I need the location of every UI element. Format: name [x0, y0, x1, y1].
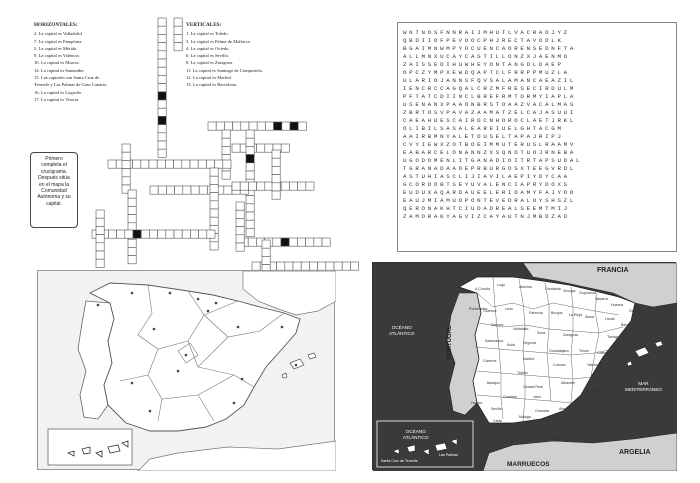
capital-dot	[207, 310, 210, 313]
crossword-cell[interactable]	[158, 125, 166, 133]
crossword-cell[interactable]	[257, 144, 265, 152]
crossword-cell[interactable]	[158, 84, 166, 92]
capital-dot	[97, 304, 100, 307]
crossword-cell[interactable]	[210, 168, 218, 176]
province-label: Toledo	[517, 371, 528, 375]
crossword-cell[interactable]	[272, 158, 280, 166]
clue-v-1: 1. La capital es Toledo.	[186, 31, 229, 37]
province-label: Cuenca	[553, 363, 566, 367]
crossword-cell[interactable]	[216, 122, 224, 130]
crossword-cell[interactable]	[208, 122, 216, 130]
crossword-cell[interactable]	[96, 210, 104, 218]
crossword-cell[interactable]	[158, 108, 166, 116]
atlantic-line: OCÉANO	[391, 325, 412, 330]
med-line: MEDITERRÁNEO	[625, 386, 663, 392]
crossword-cell[interactable]	[289, 182, 297, 190]
crossword-cell[interactable]	[222, 146, 230, 154]
crossword-cell[interactable]	[293, 262, 301, 270]
word-search-row: ZAMORAKYAGVIZCAYAUTNJMBDZAD	[403, 213, 570, 221]
clue-h-9: 16. La capital es Logroño.	[34, 89, 83, 95]
crossword-cell[interactable]	[246, 212, 254, 220]
label-atlantic-inset	[403, 429, 428, 440]
word-search-row: WNTNOSFNNRAIJMHUTLVACRADJYZ	[403, 29, 570, 36]
balearic-islands	[282, 353, 316, 378]
word-search-row: EUDUXAQARDAUEELERIDAMYFAJYOO	[403, 189, 577, 197]
word-search-row: ALLMNXUCAYCASTILLONZXJAENMO	[403, 53, 570, 61]
capital-dot	[241, 378, 244, 381]
province-label: Albacete	[561, 381, 575, 385]
crossword-cell[interactable]	[224, 186, 232, 194]
crossword-cell[interactable]	[158, 133, 166, 141]
capital-dot	[153, 328, 156, 331]
crossword-cell[interactable]	[248, 182, 256, 190]
province-label: Huelva	[471, 401, 483, 405]
crossword-cell[interactable]	[224, 122, 232, 130]
crossword-cell[interactable]	[342, 262, 350, 270]
crossword-cell[interactable]	[281, 182, 289, 190]
crossword-cell[interactable]	[199, 186, 207, 194]
word-search-row: USENANXPAAONBRSTOAAZVACALMAS	[403, 101, 577, 109]
crossword-block	[158, 116, 166, 124]
crossword-cell[interactable]	[301, 262, 309, 270]
word-search-panel	[397, 22, 677, 252]
word-search-row: UGODOMENLITGANADIOITRTAPSUDAL	[403, 157, 583, 165]
province-label: Córdoba	[503, 395, 517, 399]
crossword-cell[interactable]	[262, 248, 270, 256]
province-label: Alicante	[587, 389, 600, 393]
atlantic-inset-line: ATLÁNTICO	[403, 434, 429, 440]
province-label: A Coruña	[475, 287, 490, 291]
province-label: Álava	[585, 315, 594, 319]
clue-h-2: 7. La capital es Pamplona.	[34, 38, 83, 44]
word-search-row: BGAIMNWMPYOCUENCAORENSEDNFTA	[403, 45, 577, 53]
crossword-cell[interactable]	[183, 186, 191, 194]
crossword-cell[interactable]	[322, 238, 330, 246]
province-label: Valladolid	[513, 327, 529, 331]
instruction-note	[30, 152, 78, 228]
crossword-cell[interactable]	[318, 262, 326, 270]
crossword-cell[interactable]	[252, 262, 260, 270]
crossword-cell[interactable]	[246, 171, 254, 179]
clue-v-5: 8. La capital es Zaragoza.	[186, 60, 234, 66]
crossword-cell[interactable]	[117, 230, 125, 238]
crossword-cell[interactable]	[350, 262, 358, 270]
verticales-title: VERTICALES:	[186, 22, 222, 28]
crossword-cell[interactable]	[246, 146, 254, 154]
inset-island-label: Las Palmas	[439, 453, 458, 457]
crossword-cell[interactable]	[133, 160, 141, 168]
crossword-cell[interactable]	[272, 166, 280, 174]
crossword-cell[interactable]	[285, 262, 293, 270]
province-label: Ceuta	[503, 439, 513, 443]
crossword-cell[interactable]	[272, 175, 280, 183]
crossword-cell[interactable]	[141, 160, 149, 168]
crossword-cell[interactable]	[128, 206, 136, 214]
crossword-cell[interactable]	[96, 259, 104, 267]
blank-map-drawing	[38, 271, 336, 471]
province-label: Baleares	[639, 363, 654, 367]
crossword-cell[interactable]	[272, 183, 280, 191]
crossword-cell[interactable]	[236, 227, 244, 235]
word-search-row: PFTATCDIINCLBREFRMTORMYIAPLA	[403, 93, 577, 101]
crossword-cell[interactable]	[277, 262, 285, 270]
crossword-block	[274, 122, 282, 130]
crossword-cell[interactable]	[215, 160, 223, 168]
province-label: Soria	[537, 331, 546, 335]
crossword-cell[interactable]	[174, 34, 182, 42]
capital-dot	[149, 410, 152, 413]
crossword-cell[interactable]	[334, 262, 342, 270]
province-label: Teruel	[579, 349, 589, 353]
crossword-cell[interactable]	[289, 238, 297, 246]
crossword-cell[interactable]	[158, 18, 166, 26]
capital-dot	[281, 326, 284, 329]
clue-v-6: 11. La capital es Santiago de Compostela.	[186, 67, 263, 73]
crossword-cell[interactable]	[158, 67, 166, 75]
crossword-cell[interactable]	[149, 230, 157, 238]
crossword-cell[interactable]	[240, 182, 248, 190]
crossword-cell[interactable]	[174, 43, 182, 51]
crossword-cell[interactable]	[158, 75, 166, 83]
capital-dot	[295, 364, 298, 367]
crossword-cell[interactable]	[122, 160, 130, 168]
crossword-cell[interactable]	[246, 196, 254, 204]
word-search-row: TGRANADAAOEPRBURGOSXTEEGVRDL	[403, 165, 577, 173]
crossword-cell[interactable]	[222, 171, 230, 179]
crossword-cell[interactable]	[210, 176, 218, 184]
crossword-cell[interactable]	[326, 262, 334, 270]
clue-h-4: 9. La capital es Valencia.	[34, 53, 80, 59]
province-label: Castellón	[597, 351, 612, 355]
inset-island-label: Santa Cruz de Tenerife	[381, 459, 418, 463]
province-label: Cáceres	[483, 359, 497, 363]
crossword-cell[interactable]	[262, 240, 270, 248]
province-label: Ciudad Real	[523, 385, 543, 389]
crossword-cell[interactable]	[158, 59, 166, 67]
clue-v-2: 3. La capital es Palma de Mallorca.	[186, 38, 251, 44]
word-search-row: EAUJMIAMUOPONTEVEDRALOYSHSZL	[403, 197, 577, 205]
province-label: Valencia	[587, 363, 601, 367]
crossword-cell[interactable]	[122, 169, 130, 177]
capital-dot	[131, 292, 134, 295]
crossword-cell[interactable]	[96, 226, 104, 234]
label-mediterranean	[625, 381, 662, 392]
crossword-cell[interactable]	[223, 160, 231, 168]
province-label: Salamanca	[485, 339, 503, 343]
crossword-cell[interactable]	[236, 218, 244, 226]
crossword-cell[interactable]	[246, 163, 254, 171]
province-label: Burgos	[551, 311, 563, 315]
crossword-cell[interactable]	[158, 34, 166, 42]
atlantic-inset-line: OCÉANO	[405, 429, 426, 434]
crossword-cell[interactable]	[248, 238, 256, 246]
crossword-cell[interactable]	[246, 220, 254, 228]
crossword-cell[interactable]	[182, 160, 190, 168]
province-label: Sevilla	[491, 407, 502, 411]
word-search-row: ULARIOJANNSFQVSALAMANCAEAZIL	[403, 77, 577, 85]
province-label: Madrid	[523, 357, 534, 361]
crossword-cell[interactable]	[198, 160, 206, 168]
crossword-cell[interactable]	[222, 138, 230, 146]
crossword-cell[interactable]	[265, 122, 273, 130]
crossword-cell[interactable]	[207, 230, 215, 238]
crossword-cell[interactable]	[158, 51, 166, 59]
crossword-cell[interactable]	[257, 182, 265, 190]
crossword-cell[interactable]	[232, 144, 240, 152]
word-search-row: ZAISSEDIHUWHEYONTANGDLDAEP	[403, 61, 564, 69]
crossword-cell[interactable]	[190, 230, 198, 238]
crossword-cell[interactable]	[174, 160, 182, 168]
atlantic-line: ATLÁNTICO	[389, 330, 415, 336]
crossword-cell[interactable]	[149, 160, 157, 168]
crossword-cell[interactable]	[232, 182, 240, 190]
crossword-cell[interactable]	[128, 256, 136, 264]
crossword-cell[interactable]	[262, 256, 270, 264]
crossword-block	[281, 238, 289, 246]
crossword-cell[interactable]	[249, 122, 257, 130]
crossword-cell[interactable]	[158, 100, 166, 108]
crossword-cell[interactable]	[233, 122, 241, 130]
crossword-cell[interactable]	[298, 182, 306, 190]
crossword-cell[interactable]	[166, 186, 174, 194]
note-line: Autónoma y su	[37, 194, 71, 201]
crossword-cell[interactable]	[157, 160, 165, 168]
crossword-cell[interactable]	[306, 182, 314, 190]
crossword-cell[interactable]	[182, 230, 190, 238]
crossword-cell[interactable]	[222, 130, 230, 138]
crossword-cell[interactable]	[246, 130, 254, 138]
clue-h-8: Tenerife y Las Palmas de Gran Canaria.	[34, 82, 108, 88]
crossword-cell[interactable]	[210, 217, 218, 225]
capital-dot	[131, 382, 134, 385]
crossword-cell[interactable]	[314, 238, 322, 246]
crossword-cell[interactable]	[298, 122, 306, 130]
capital-dot	[185, 354, 188, 357]
crossword-cell[interactable]	[128, 198, 136, 206]
crossword-block	[158, 92, 166, 100]
crossword-cell[interactable]	[122, 152, 130, 160]
political-map-spain	[372, 262, 676, 470]
word-search-row: CAEAHUESCAIRDCNHOROCLAETJRKL	[403, 117, 577, 125]
province-label: Navarra	[595, 297, 608, 301]
crossword-cell[interactable]	[122, 144, 130, 152]
clue-v-3: 4. La capital es Oviedo.	[186, 45, 230, 51]
province-label: Ávila	[507, 343, 515, 347]
crossword-cell[interactable]	[96, 218, 104, 226]
clue-h-5: 10. La capital es Murcia.	[34, 60, 80, 66]
province-label: Jaén	[533, 395, 541, 399]
note-line: en el mapa la	[38, 181, 70, 188]
crossword-cell[interactable]	[210, 242, 218, 250]
crossword-cell[interactable]	[174, 18, 182, 26]
province-label: Lugo	[497, 283, 505, 287]
crossword-cell[interactable]	[246, 204, 254, 212]
province-label: Cádiz	[493, 419, 503, 423]
province-label: Girona	[629, 309, 640, 313]
crossword-cell[interactable]	[273, 238, 281, 246]
word-search-row: IENCRCCAGQALCRZMFRESECIRDULM	[403, 85, 577, 93]
clue-v-4: 6. La capital es Sevilla.	[186, 53, 229, 59]
crossword-cell[interactable]	[272, 150, 280, 158]
note-line: capital.	[46, 200, 62, 207]
province-label: Cantabria	[545, 287, 561, 291]
word-search-row: OLIBILSASALEAREIUELGHTACGM	[403, 125, 564, 133]
crossword-cell[interactable]	[210, 193, 218, 201]
crossword-cell[interactable]	[236, 243, 244, 251]
crossword-cell[interactable]	[246, 228, 254, 236]
province-label: Palencia	[529, 311, 543, 315]
label-france: FRANCIA	[597, 267, 629, 274]
crossword-cell[interactable]	[150, 186, 158, 194]
crossword-cell[interactable]	[191, 186, 199, 194]
word-search-row: QERONAKHTCIUDADREALSEEMTMIJ	[403, 205, 570, 213]
province-label: Murcia	[575, 401, 586, 405]
crossword-cell[interactable]	[128, 247, 136, 255]
province-label: Melilla	[553, 437, 564, 441]
crossword-cell[interactable]	[241, 122, 249, 130]
crossword-cell[interactable]	[236, 210, 244, 218]
crossword-block	[133, 230, 141, 238]
province-label: Guadalajara	[549, 349, 569, 353]
crossword-cell[interactable]	[236, 202, 244, 210]
crossword-cell[interactable]	[158, 230, 166, 238]
crossword-cell[interactable]	[174, 26, 182, 34]
word-search-row: ZBRTOSVPAVAZAAMATZELCAJASUUI	[403, 109, 577, 117]
word-search-row: ASTUHIASCLIJIAVILAEPIYDYCAA	[403, 173, 570, 181]
province-label: Tarragona	[607, 335, 624, 339]
crossword-cell[interactable]	[122, 177, 130, 185]
note-line: Primero	[45, 156, 63, 162]
clue-v-7: 12. La capital es Madrid.	[186, 75, 232, 81]
crossword-cell[interactable]	[281, 144, 289, 152]
label-atlantic	[389, 325, 414, 336]
crossword-cell[interactable]	[306, 238, 314, 246]
crossword-cell[interactable]	[158, 26, 166, 34]
province-label: León	[505, 307, 513, 311]
crossword-cell[interactable]	[175, 186, 183, 194]
province-label: Segovia	[523, 341, 536, 345]
clue-h-6: 14. La capital es Santander.	[34, 67, 85, 73]
crossword-cell[interactable]	[282, 122, 290, 130]
province-label: Badajoz	[487, 381, 500, 385]
province-label: Lleida	[605, 317, 615, 321]
clue-h-7: 15. Las capitales son Santa Cruz de	[34, 75, 100, 81]
clue-v-8: 13. La capital es Barcelona.	[186, 82, 238, 88]
med-line: MAR	[638, 381, 649, 386]
crossword-cell[interactable]	[108, 160, 116, 168]
capital-dot	[237, 326, 240, 329]
crossword-block	[290, 122, 298, 130]
capital-dot	[169, 292, 172, 295]
crossword-cell[interactable]	[166, 230, 174, 238]
crossword-cell[interactable]	[309, 262, 317, 270]
label-portugal: PORTUGAL	[447, 325, 453, 359]
crossword-cell[interactable]	[158, 149, 166, 157]
province-label: Asturias	[519, 285, 532, 289]
crossword-cell[interactable]	[210, 201, 218, 209]
note-line: Después sitúa	[38, 175, 70, 182]
crossword-cell[interactable]	[141, 230, 149, 238]
word-search-row: GCORDOBTSEYUVALENCIAPRYDOXS	[403, 181, 570, 189]
crossword-cell[interactable]	[246, 138, 254, 146]
crossword-block	[246, 155, 254, 163]
crossword-cell[interactable]	[128, 190, 136, 198]
province-label: Vizcaya	[563, 289, 576, 293]
crossword-cell[interactable]	[210, 209, 218, 217]
crossword-cell[interactable]	[128, 239, 136, 247]
crossword-cell[interactable]	[174, 230, 182, 238]
word-search-row: OPCZYMPXEWDQAPTCLFRRPPMUZLA	[403, 69, 570, 77]
note-line: Comunidad	[41, 188, 67, 195]
horizontales-title: HORIZONTALES:	[34, 22, 78, 28]
word-search-row: CVYIEWXZOTBOEIMMUTERUSLRAAMV	[403, 141, 577, 149]
clue-h-10: 17. La capital es Vitoria.	[34, 96, 80, 102]
word-search-grid	[403, 29, 582, 221]
crossword-cell[interactable]	[272, 191, 280, 199]
province-label: Barcelona	[621, 323, 638, 327]
crossword-cell[interactable]	[210, 184, 218, 192]
clue-h-3: 5. La capital es Mérida.	[34, 45, 78, 51]
crossword-cell[interactable]	[96, 243, 104, 251]
province-label: Granada	[535, 409, 549, 413]
crossword-cell[interactable]	[158, 141, 166, 149]
crossword-cell[interactable]	[125, 230, 133, 238]
crossword-cell[interactable]	[158, 186, 166, 194]
crossword-cell[interactable]	[236, 235, 244, 243]
note-line: completa el	[41, 162, 67, 169]
africa-coast	[138, 441, 336, 471]
capital-dot	[233, 402, 236, 405]
province-label: Málaga	[519, 415, 531, 419]
crossword-cell[interactable]	[96, 235, 104, 243]
word-search-row: AAIRBMNYALETDUSELTAPAJRIPJ	[403, 133, 564, 141]
crossword-cell[interactable]	[190, 160, 198, 168]
crossword-cell[interactable]	[96, 251, 104, 259]
word-search-row: QBDIIOFPEVOOCPHJRECTAVODLK	[403, 37, 564, 45]
crossword-cell[interactable]	[158, 43, 166, 51]
crossword-cell[interactable]	[257, 122, 265, 130]
crossword-cell[interactable]	[297, 238, 305, 246]
province-label: Guipúzcoa	[579, 291, 597, 295]
word-search-row: EABARCELONANNZXSQNDTUOJRNEBA	[403, 149, 577, 157]
crossword-cell[interactable]	[128, 215, 136, 223]
blank-map-spain	[37, 270, 335, 470]
crossword-cell[interactable]	[206, 160, 214, 168]
crossword-cell[interactable]	[199, 230, 207, 238]
province-label: La Rioja	[569, 313, 583, 317]
crossword-cell[interactable]	[108, 230, 116, 238]
province-label: Zamora	[491, 323, 504, 327]
province-label: Ourense	[483, 309, 497, 313]
capital-dot	[197, 298, 200, 301]
crossword-cell[interactable]	[165, 160, 173, 168]
label-algeria: ARGELIA	[619, 449, 651, 456]
clue-h-1: 2. La capital es Valladolid	[34, 31, 82, 37]
capital-dot	[177, 370, 180, 373]
province-label: Zaragoza	[563, 333, 579, 337]
province-label: Almería	[559, 407, 572, 411]
province-label: Pontevedra	[469, 307, 488, 311]
label-morocco: MARRUECOS	[507, 461, 550, 468]
capital-dot	[215, 302, 218, 305]
note-line: crucigrama.	[40, 168, 68, 175]
province-label: Huesca	[611, 303, 624, 307]
